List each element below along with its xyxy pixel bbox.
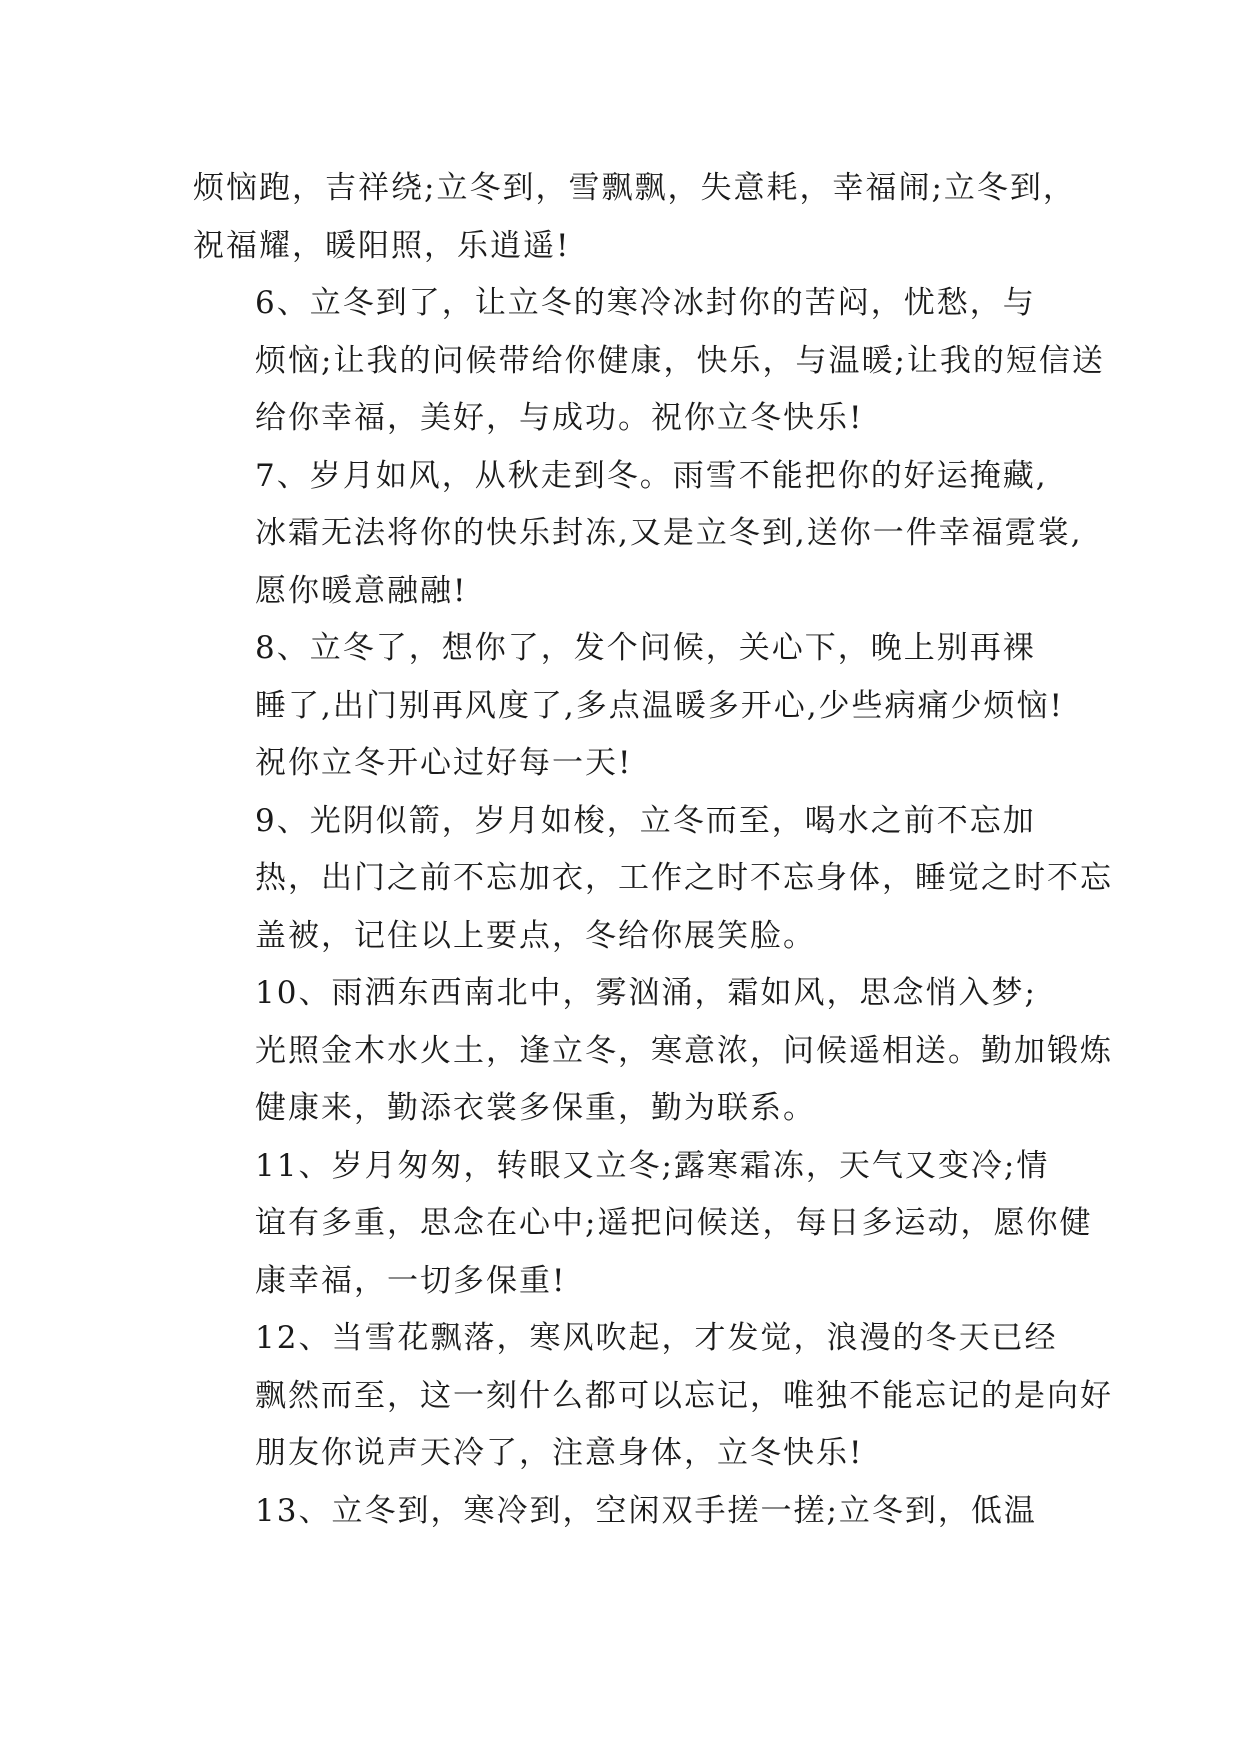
text-line: 朋友你说声天冷了，注意身体，立冬快乐! [255,1435,864,1471]
text-line: 盖被，记住以上要点，冬给你展笑脸。 [255,917,816,954]
paragraph [193,965,1113,1138]
text-line: 光照金木水火土，逢立冬，寒意浓，问候遥相送。勤加锻炼 [255,1032,1113,1069]
text-line: 烦恼跑，吉祥绕;立冬到，雪飘飘，失意耗，幸福闹;立冬到， [193,170,1076,206]
text-line: 祝你立冬开心过好每一天! [255,745,633,781]
document-body [193,160,1113,1540]
paragraph [193,793,1113,966]
text-line: 8、立冬了，想你了，发个问候，关心下，晚上别再裸 [255,630,1036,666]
text-line: 飘然而至，这一刻什么都可以忘记，唯独不能忘记的是向好 [255,1377,1113,1414]
text-line: 9、光阴似箭，岁月如梭，立冬而至，喝水之前不忘加 [255,802,1036,839]
text-line: 热，出门之前不忘加衣，工作之时不忘身体，睡觉之时不忘 [255,860,1113,896]
text-line: 给你幸福，美好，与成功。祝你立冬快乐! [255,400,864,436]
text-line: 12、当雪花飘落，寒风吹起，才发觉，浪漫的冬天已经 [255,1320,1058,1356]
text-line: 睡了,出门别再风度了,多点温暖多开心,少些病痛少烦恼! [255,687,1065,724]
text-line: 7、岁月如风，从秋走到冬。雨雪不能把你的好运掩藏, [255,457,1048,494]
paragraph [193,448,1083,621]
text-line: 13、立冬到，寒冷到，空闲双手搓一搓;立冬到，低温 [255,1492,1037,1529]
text-line: 谊有多重，思念在心中;遥把问候送，每日多运动，愿你健 [255,1205,1093,1241]
paragraph [193,1138,1093,1311]
paragraph [193,275,1105,448]
text-line: 祝福耀，暖阳照，乐逍遥! [193,227,571,264]
text-line: 11、岁月匆匆，转眼又立冬;露寒霜冻，天气又变冷;情 [255,1147,1050,1184]
text-line: 冰霜无法将你的快乐封冻,又是立冬到,送你一件幸福霓裳, [255,515,1083,551]
text-line: 愿你暖意融融! [255,572,468,609]
text-line: 10、雨洒东西南北中，雾汹涌，霜如风，思念悄入梦; [255,975,1037,1011]
paragraph [193,620,1065,793]
text-line: 康幸福，一切多保重! [255,1262,567,1299]
text-line: 健康来，勤添衣裳多保重，勤为联系。 [255,1090,816,1126]
text-line: 6、立冬到了，让立冬的寒冷冰封你的苦闷，忧愁，与 [255,285,1036,321]
text-line: 烦恼;让我的问候带给你健康，快乐，与温暖;让我的短信送 [255,342,1105,379]
paragraph [193,1310,1113,1483]
paragraph [193,1483,1053,1541]
paragraph [193,160,1076,275]
